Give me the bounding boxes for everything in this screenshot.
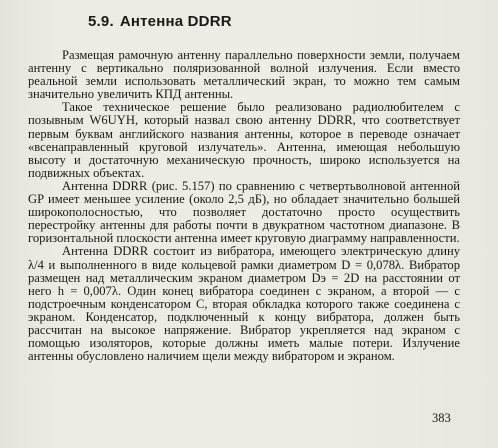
section-heading	[88, 13, 232, 30]
paragraph: Антенна DDRR (рис. 5.157) по сравнению с четвертьволновой антенной GP имеет меньшее усиление (около 2,5 дБ), но обладает значительно большей широкополосностью, что позволяет достаточно просто осуществить перестройку антенны для работы почти в двукратном частотном диапазоне. В горизонтальной плоскости антенна имеет круговую диаграмму направленности.	[28, 178, 460, 246]
paragraph: Антенна DDRR состоит из вибратора, имеющего электрическую длину λ/4 и выполненного в виде кольцевой рамки диаметром D = 0,078λ. Вибратор размещен над металлическим экраном диаметром Dэ = 2D на расстоянии от него h = 0,007λ. Один конец вибратора соединен с экраном, а второй — с подстроечным конденсатором C, вторая обкладка которого также соединена с экраном. Конденсатор, подключенный к концу вибратора, должен быть рассчитан на высокое напряжение. Вибратор укрепляется над экраном с помощью изоляторов, которые должны иметь малые потери. Излучение антенны обусловлено наличием щели между вибратором и экраном.	[28, 244, 460, 364]
section-number: 5.9.	[88, 13, 114, 30]
page-number: 383	[432, 411, 451, 425]
section-body	[28, 49, 460, 363]
paragraph: Такое техническое решение было реализовано радиолюбителем с позывным W6UYH, который назвал свою антенну DDRR, что соответствует первым буквам английского названия антенны, которое в переводе означает «всенаправленный круговой излучатель». Антенна, имеющая небольшую высоту и достаточную механическую прочность, широко используется на подвижных объектах.	[28, 100, 460, 180]
paragraph: Размещая рамочную антенну параллельно поверхности земли, получаем антенну с вертикально поляризованной волной излучения. Если вместо реальной земли использовать металлический экран, то можно тем самым значительно увеличить КПД антенны.	[28, 48, 460, 102]
section-title: Антенна DDRR	[119, 13, 232, 30]
